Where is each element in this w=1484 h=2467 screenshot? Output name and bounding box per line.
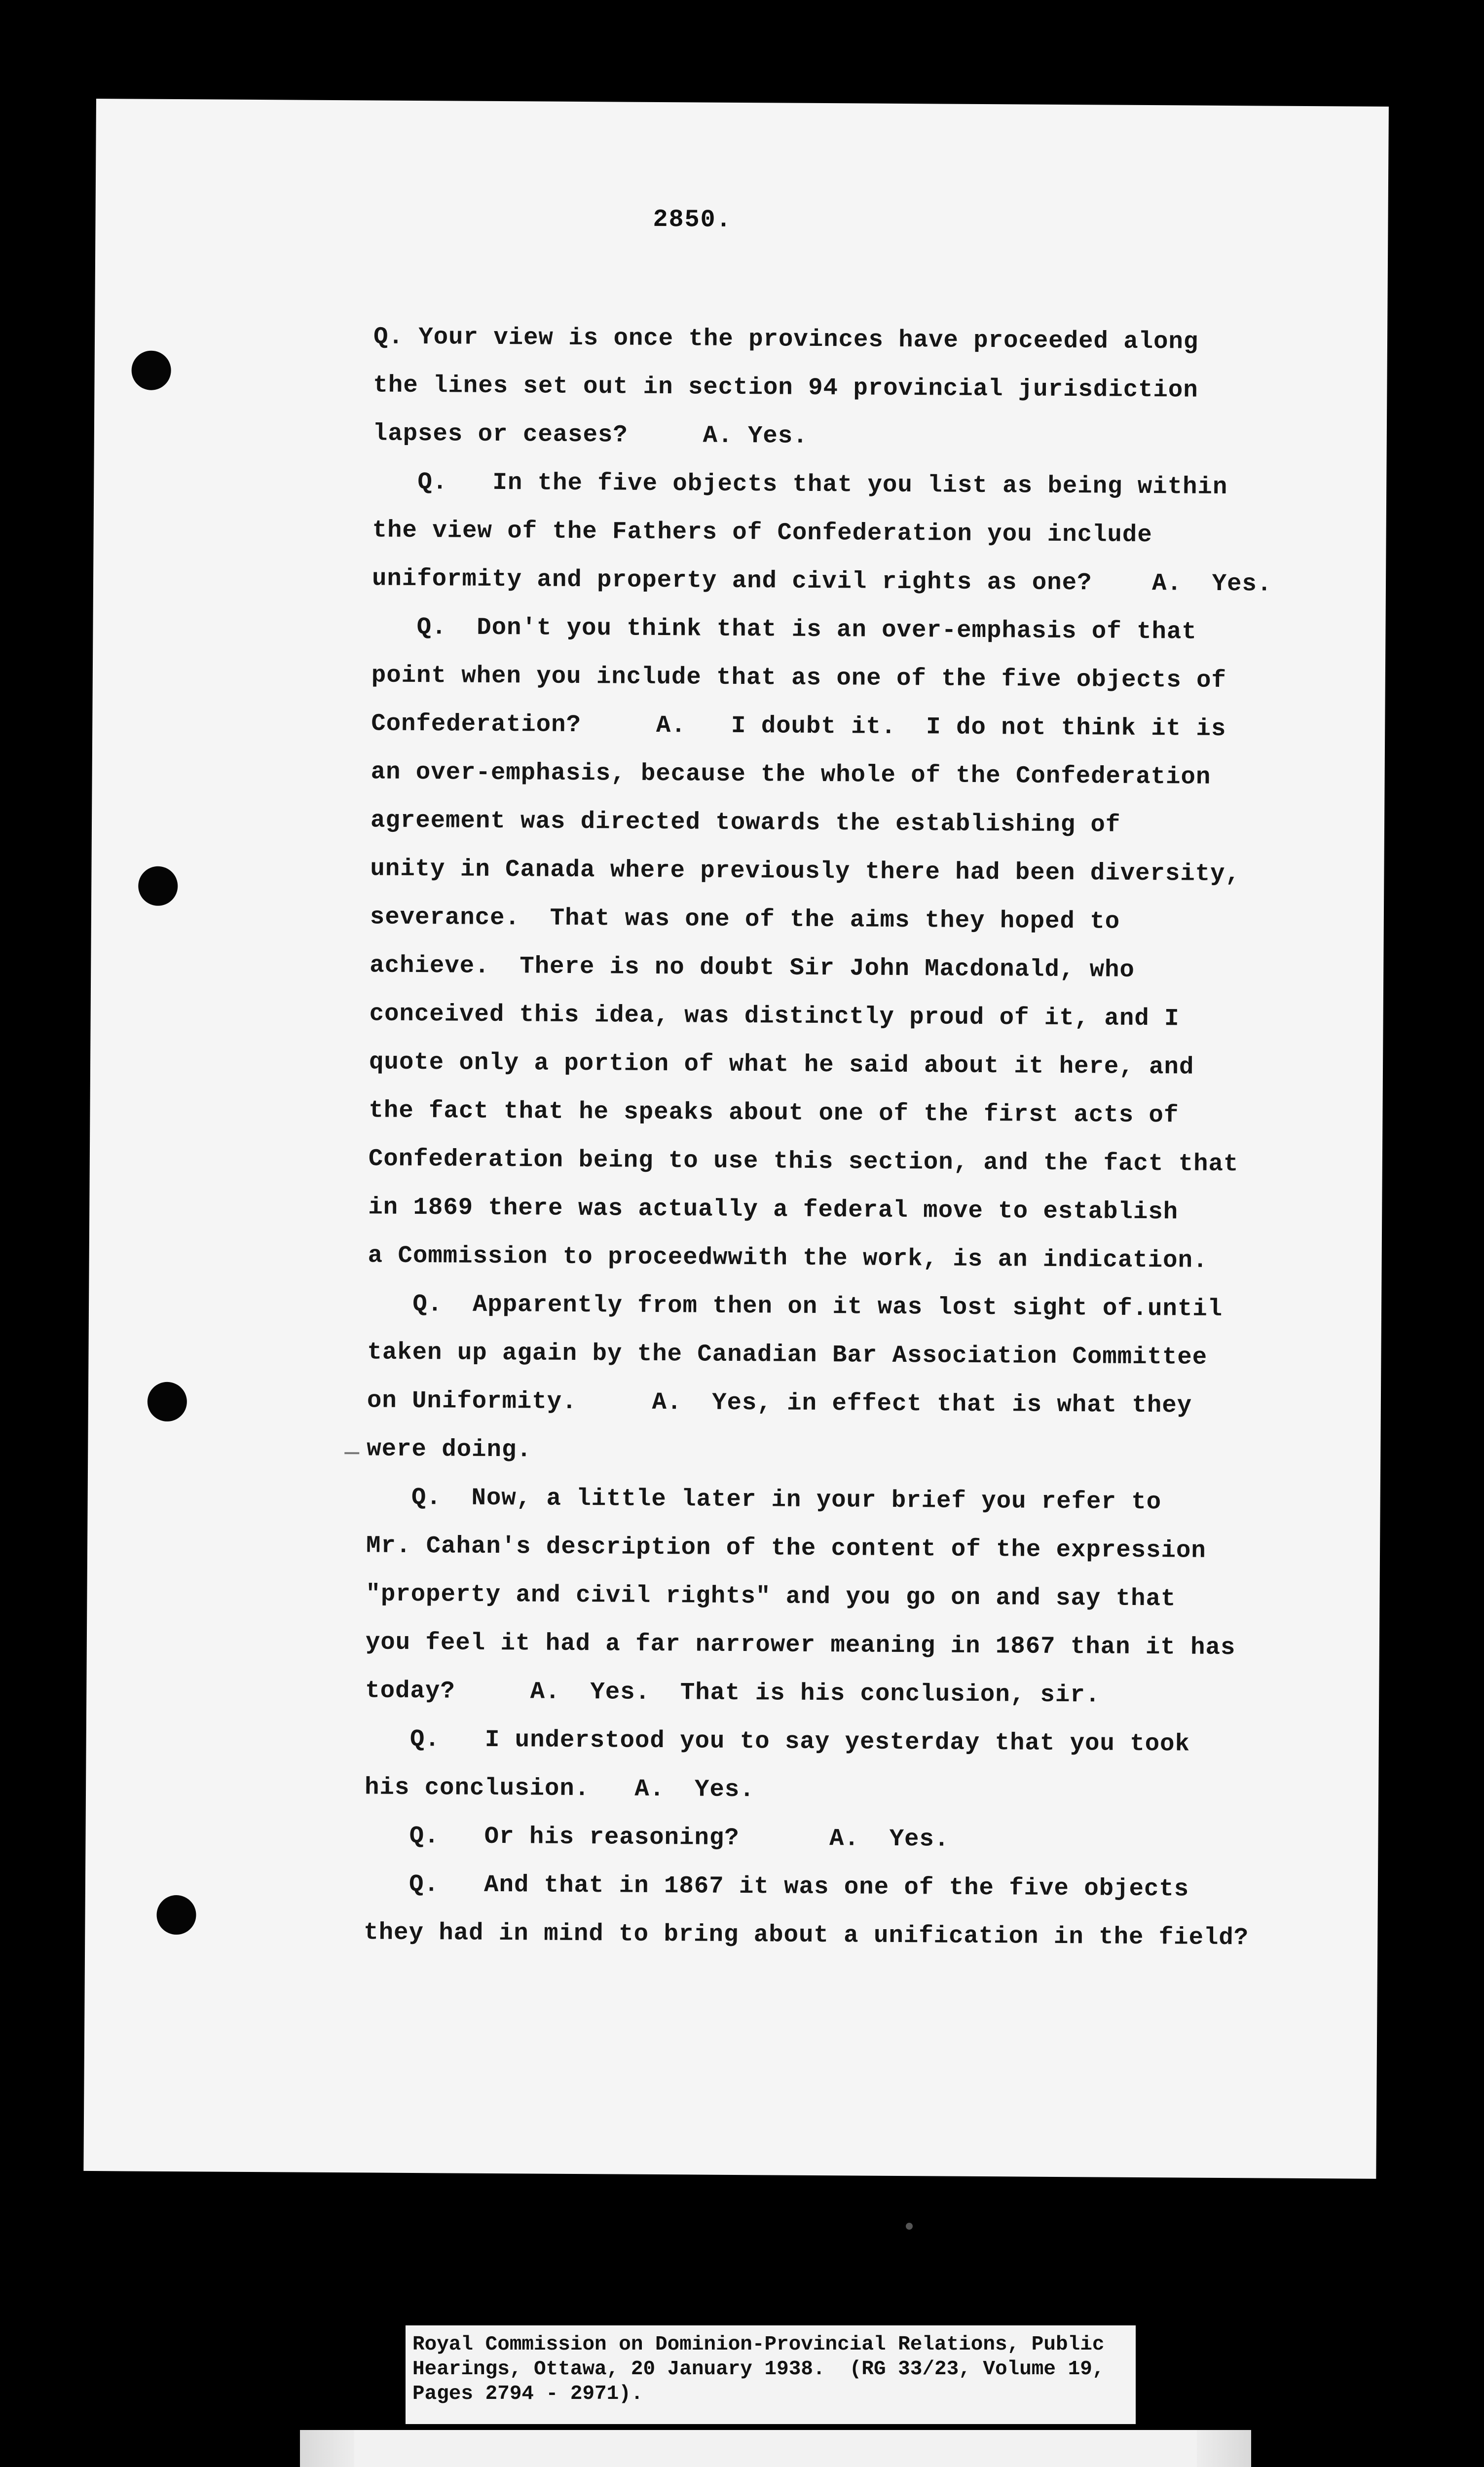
- transcript-line: Q. Now, a little later in your brief you refer to: [366, 1483, 1162, 1516]
- transcript-line: Q. Your view is once the provinces have proceeded along: [373, 323, 1199, 356]
- transcript-line: Q. Don't you think that is an over-emphasis of that: [371, 613, 1197, 646]
- caption-line: Pages 2794 - 2971).: [412, 2383, 643, 2405]
- transcript-line: the lines set out in section 94 provincial jurisdiction: [373, 371, 1198, 404]
- transcript-line: his conclusion. A. Yes.: [364, 1773, 755, 1804]
- transcript-line: today? A. Yes. That is his conclusion, sir.: [365, 1677, 1101, 1709]
- caption-line: Hearings, Ottawa, 20 January 1938. (RG 33/23, Volume 19,: [412, 2358, 1105, 2381]
- card-edge-right: [1197, 2430, 1251, 2467]
- transcript-line: Q. I understood you to say yesterday that you took: [365, 1725, 1190, 1758]
- transcript-line: the view of the Fathers of Confederation you include: [372, 516, 1152, 549]
- stray-mark: [344, 1452, 359, 1454]
- transcript-line: they had in mind to bring about a unification in the field?: [364, 1918, 1249, 1952]
- transcript-line: on Uniformity. A. Yes, in effect that is what they: [367, 1386, 1192, 1420]
- transcript-line: Confederation being to use this section, and the fact that: [368, 1145, 1239, 1178]
- transcript-line: Q. And that in 1867 it was one of the five objects: [364, 1870, 1189, 1903]
- transcript-line: lapses or ceases? A. Yes.: [372, 419, 808, 450]
- dust-speck: [906, 2223, 913, 2230]
- transcript-line: Mr. Cahan's description of the content of the expression: [366, 1532, 1206, 1565]
- archival-caption: [406, 2325, 1136, 2424]
- transcript-line: Q. Or his reasoning? A. Yes.: [364, 1822, 950, 1853]
- punch-hole-2: [138, 866, 178, 906]
- archives-stamp-card: [300, 2430, 1251, 2467]
- punch-hole-3: [148, 1382, 187, 1421]
- transcript-line: achieve. There is no doubt Sir John Macdonald, who: [370, 951, 1135, 984]
- transcript-line: agreement was directed towards the establishing of: [370, 806, 1121, 839]
- transcript-line: a Commission to proceedwwith the work, is an indication.: [368, 1241, 1208, 1274]
- transcript-line: quote only a portion of what he said about it here, and: [369, 1048, 1194, 1081]
- transcript-line: in 1869 there was actually a federal move to establish: [368, 1193, 1179, 1226]
- transcript-line: unity in Canada where previously there had been diversity,: [370, 855, 1241, 888]
- page-number: 2850.: [653, 205, 732, 234]
- transcript-line: conceived this idea, was distinctly proud of it, and I: [369, 1000, 1180, 1033]
- document-page: [83, 99, 1389, 2179]
- transcript-line: you feel it had a far narrower meaning in 1867 than it has: [365, 1628, 1236, 1662]
- transcript-line: Confederation? A. I doubt it. I do not think it is: [371, 710, 1226, 743]
- transcript-line: Q. Apparently from then on it was lost sight of.until: [367, 1290, 1223, 1323]
- punch-hole-1: [131, 350, 171, 390]
- transcript-line: uniformity and property and civil rights as one? A. Yes.: [371, 564, 1272, 598]
- transcript-line: point when you include that as one of the five objects of: [371, 661, 1227, 695]
- transcript-line: an over-emphasis, because the whole of the Confederation: [371, 758, 1211, 791]
- transcript-line: Q. In the five objects that you list as being within: [372, 468, 1228, 501]
- caption-line: Royal Commission on Dominion-Provincial Relations, Public: [412, 2333, 1105, 2356]
- transcript-line: taken up again by the Canadian Bar Association Committee: [367, 1338, 1208, 1371]
- card-edge-left: [300, 2430, 354, 2467]
- transcript-body: [364, 312, 1340, 1962]
- transcript-line: the fact that he speaks about one of the first acts of: [369, 1096, 1179, 1129]
- transcript-line: severance. That was one of the aims they hoped to: [370, 903, 1120, 935]
- transcript-line: were doing.: [367, 1435, 532, 1464]
- punch-hole-4: [156, 1895, 196, 1935]
- transcript-line: "property and civil rights" and you go on and say that: [366, 1580, 1176, 1613]
